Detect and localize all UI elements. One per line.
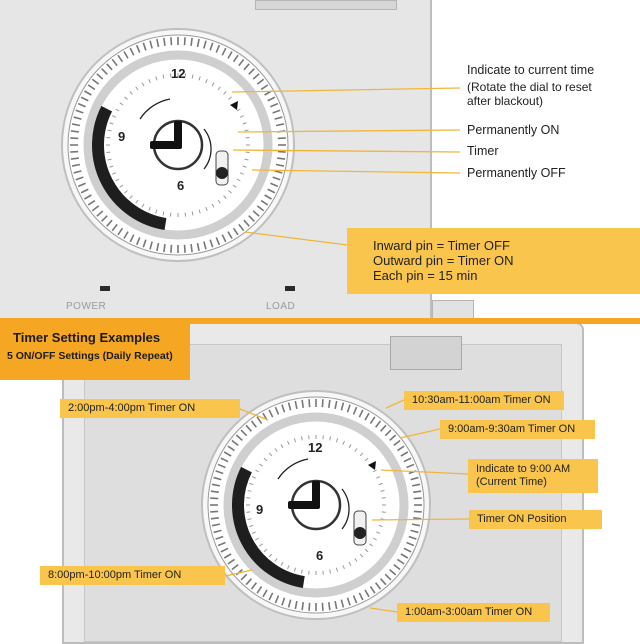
callout-timer-on-position: Timer ON Position bbox=[469, 510, 602, 529]
callout-2pm-4pm: 2:00pm-4:00pm Timer ON bbox=[60, 399, 240, 418]
load-label: LOAD bbox=[266, 301, 295, 312]
callout-9am-930am: 9:00am-9:30am Timer ON bbox=[440, 420, 595, 439]
indicate-label-line1: Indicate to current time bbox=[467, 63, 594, 78]
indicate-label-line3: after blackout) bbox=[467, 94, 543, 109]
dial-pin bbox=[277, 158, 285, 159]
pin-info-line1: Inward pin = Timer OFF bbox=[373, 238, 510, 253]
dial-pin bbox=[322, 603, 323, 611]
dial-pin bbox=[211, 491, 219, 492]
dial-pin bbox=[309, 399, 310, 407]
hour-hand bbox=[288, 501, 318, 509]
dial-pin bbox=[302, 602, 303, 610]
callout-8pm-10pm: 8:00pm-10:00pm Timer ON bbox=[40, 566, 225, 585]
dial-pin bbox=[70, 152, 78, 153]
callout-current-time bbox=[468, 459, 598, 493]
power-label: POWER bbox=[66, 301, 106, 312]
dial-pin bbox=[210, 498, 218, 499]
dial-bottom-6: 6 bbox=[316, 548, 323, 563]
timer-dial-top bbox=[62, 29, 294, 261]
dial-top-6: 6 bbox=[177, 178, 184, 193]
leader-line bbox=[386, 400, 404, 408]
dial-bottom-12: 12 bbox=[308, 440, 322, 455]
dial-pin bbox=[185, 245, 186, 253]
indicate-label-line2: (Rotate the dial to reset bbox=[467, 80, 592, 95]
dial-pin bbox=[164, 38, 165, 46]
callout-1030am-11am: 10:30am-11:00am Timer ON bbox=[404, 391, 564, 410]
callout-current-time-line1: Indicate to 9:00 AM bbox=[476, 463, 598, 476]
leader-line bbox=[245, 232, 347, 245]
dial-pin bbox=[191, 38, 192, 46]
leader-line bbox=[370, 608, 397, 612]
dial-pin bbox=[210, 511, 218, 512]
dial-pin bbox=[278, 152, 286, 153]
callout-current-time-line2: (Current Time) bbox=[476, 476, 598, 489]
pin-info-line2: Outward pin = Timer ON bbox=[373, 253, 514, 268]
dial-pin bbox=[71, 158, 79, 159]
pin-info-line3: Each pin = 15 min bbox=[373, 268, 477, 283]
permanently-off-label: Permanently OFF bbox=[467, 166, 566, 181]
banner-title: Timer Setting Examples bbox=[13, 330, 160, 345]
banner-subtitle: 5 ON/OFF Settings (Daily Repeat) bbox=[7, 350, 173, 362]
dial-pin bbox=[413, 491, 421, 492]
dial-pin bbox=[211, 518, 219, 519]
dial-pin bbox=[278, 138, 286, 139]
dial-pin bbox=[185, 37, 186, 45]
dial-pin bbox=[413, 518, 421, 519]
dial-pin bbox=[309, 603, 310, 611]
timer-label: Timer bbox=[467, 144, 498, 159]
dial-pin bbox=[71, 131, 79, 132]
dial-pin bbox=[329, 400, 330, 408]
hour-hand bbox=[150, 141, 180, 149]
dial-pin bbox=[164, 244, 165, 252]
switch-knob bbox=[354, 527, 366, 539]
dial-pin bbox=[322, 399, 323, 407]
switch-knob bbox=[216, 167, 228, 179]
dial-top-9: 9 bbox=[118, 129, 125, 144]
dial-pin bbox=[302, 400, 303, 408]
dial-bottom-9: 9 bbox=[256, 502, 263, 517]
dial-pin bbox=[414, 511, 422, 512]
callout-1am-3am: 1:00am-3:00am Timer ON bbox=[397, 603, 550, 622]
dial-pin bbox=[414, 498, 422, 499]
timer-dial-bottom bbox=[202, 391, 430, 619]
dial-pin bbox=[171, 245, 172, 253]
dial-pin bbox=[191, 244, 192, 252]
dial-pin bbox=[171, 37, 172, 45]
permanently-on-label: Permanently ON bbox=[467, 123, 559, 138]
dial-top-12: 12 bbox=[171, 66, 185, 81]
dial-pin bbox=[70, 138, 78, 139]
dial-pin bbox=[329, 602, 330, 610]
